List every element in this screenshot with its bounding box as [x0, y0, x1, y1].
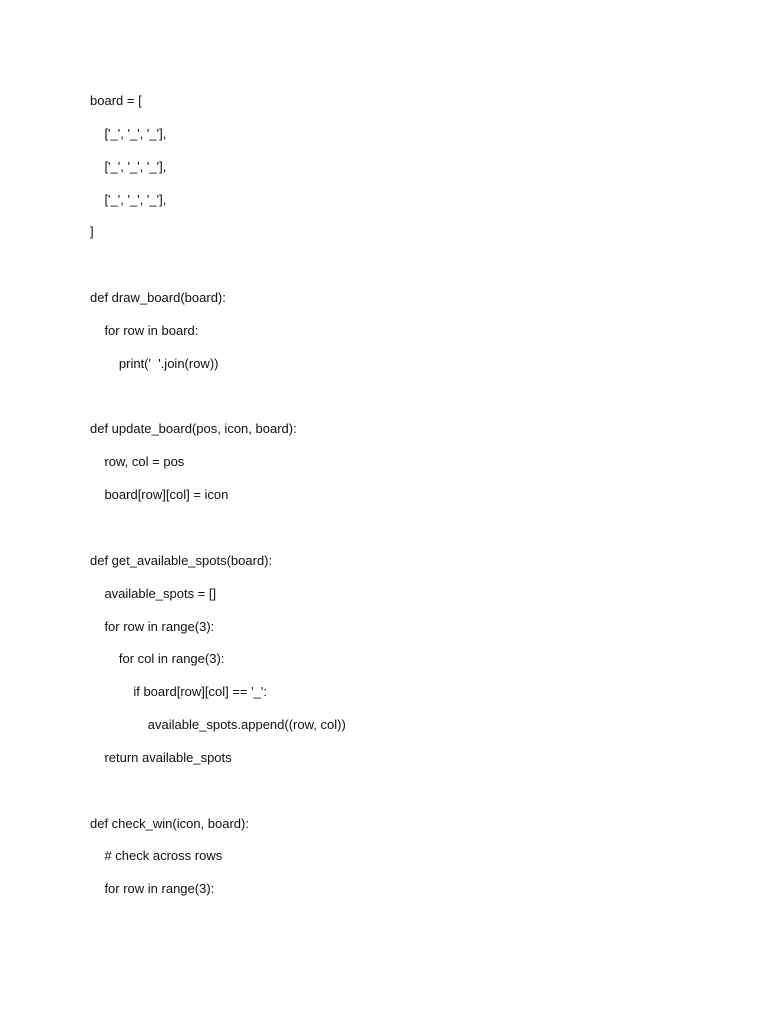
- code-line-board-end: ]: [90, 224, 94, 240]
- code-line-rows-comment: # check across rows: [90, 848, 223, 864]
- code-line-draw-board-loop: for row in board:: [90, 322, 199, 338]
- blank-line: [90, 255, 730, 288]
- code-line-available-spots-init: available_spots = []: [90, 585, 217, 601]
- code-block: [90, 91, 730, 912]
- code-line-append-spot: available_spots.append((row, col)): [90, 717, 346, 733]
- code-line-draw-board-print: print(' '.join(row)): [90, 355, 219, 371]
- code-line-board-row-2: ['_', '_', '_'],: [90, 158, 167, 174]
- code-line-board-row-3: ['_', '_', '_'],: [90, 191, 167, 207]
- code-line-update-board-def: def update_board(pos, icon, board):: [90, 421, 297, 437]
- code-line-rows-loop: for row in range(3):: [90, 881, 215, 897]
- code-line-row-range-loop: for row in range(3):: [90, 618, 215, 634]
- code-line-empty-spot-check: if board[row][col] == '_':: [90, 684, 267, 700]
- code-line-update-board-assign: board[row][col] = icon: [90, 487, 229, 503]
- blank-line: [90, 518, 730, 551]
- code-line-board-row-1: ['_', '_', '_'],: [90, 125, 167, 141]
- blank-line: [90, 781, 730, 814]
- code-line-return-spots: return available_spots: [90, 749, 232, 765]
- blank-line: [90, 387, 730, 420]
- code-line-update-board-unpack: row, col = pos: [90, 454, 185, 470]
- code-line-check-win-def: def check_win(icon, board):: [90, 815, 249, 831]
- code-line-available-spots-def: def get_available_spots(board):: [90, 552, 273, 568]
- code-line-draw-board-def: def draw_board(board):: [90, 290, 226, 306]
- code-line-col-range-loop: for col in range(3):: [90, 651, 225, 667]
- code-line-board-start: board = [: [90, 93, 142, 108]
